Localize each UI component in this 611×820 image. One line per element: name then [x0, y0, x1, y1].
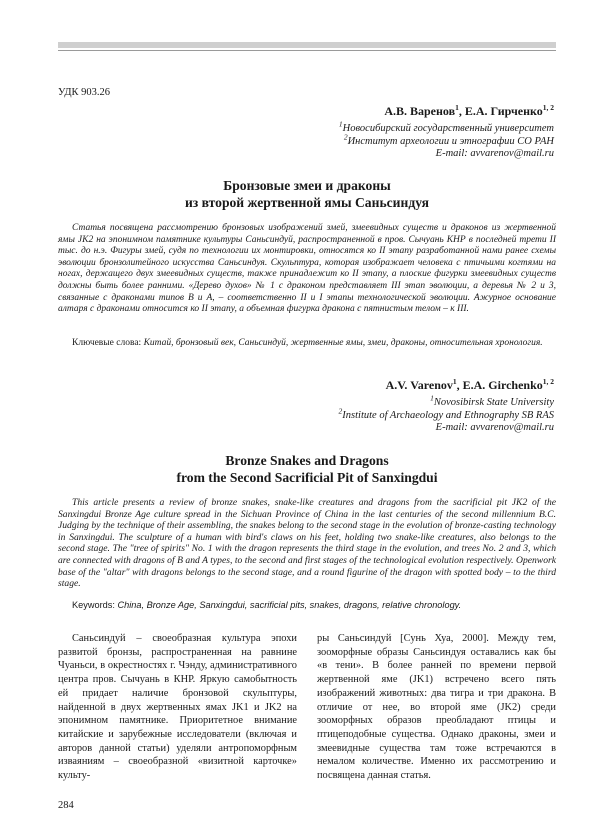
- header-rule-thin: [58, 50, 556, 51]
- author-varenov-ru: А.В. Варенов: [384, 104, 456, 118]
- title-line: from the Second Sacrificial Pit of Sanxingdui: [176, 470, 438, 485]
- title-ru: [58, 177, 556, 211]
- keywords-text: Китай, бронзовый век, Саньсиндуй, жертвенные ямы, змеи, драконы, относительная хронология.: [143, 338, 543, 348]
- abstract-en: This article presents a review of bronze snakes, snake-like creatures and dragons from the sacrificial pit JK2 of the Sanxingdui Bronze Age culture spread in the Sichuan Province of China in the last centuries of the second millennium B.C. Judging by the technique of their assembling, the snakes belong to the second stage in the evolution of bronze-casting technology in Sanxingdui. The sculpture of a human with bird's claws on his feet, holding two snake-like creatures, also belongs to the second stage. The "tree of spirits" No. 1 with the dragon represents the third stage in the evolution, and trees No. 2 and 3, which are connected with dragons of B and A types, to the second and first stages of the technological evolution respectively. Openwork base of the "altar" with dragons belongs to the second stage, and a round figurine of the dragon with spotted body – to the third stage.: [58, 497, 556, 590]
- authors-ru: [384, 104, 554, 119]
- affiliation-line: $^1$Новосибирский государственный университет: [338, 119, 554, 134]
- author-sup: 1, 2: [542, 377, 554, 386]
- affiliation-line: $^2$Институт археологии и этнографии СО РАН: [343, 132, 554, 147]
- author-girchenko-en: , E.A. Girchenko: [456, 378, 543, 392]
- header-rule-thick: [58, 42, 556, 48]
- author-girchenko-ru: , Е.А. Гирченко: [458, 104, 543, 118]
- page-number: 284: [58, 800, 74, 811]
- affiliation-line: $^2$Institute of Archaeology and Ethnography SB RAS: [338, 406, 554, 421]
- title-line: Bronze Snakes and Dragons: [225, 453, 389, 468]
- abstract-ru: Статья посвящена рассмотрению бронзовых изображений змей, змеевидных существ и драконов из жертвенной ямы JK2 на эпонимном памятнике культуры Саньсиндуй, распространенной в пров. Сычуань КНР в последней трети II тыс. до н.э. Фигуры змей, судя по технологии их монтировки, относятся ко II этапу разработанной нами ранее схемы эволюции бронзолитейного искусства Саньсиндуя. Скульптура, которая изображает человека с птичьими когтями на ногах, держащего двух змеевидных существ, также принадлежит ко II этапу, а плоские фигурки змеевидных существ должны быть более ранними. «Дерево духов» № 1 с драконом представляет III этап эволюции, а деревья № 2 и 3, связанные с драконами типов B и A, – соответственно II и I этапы технологической эволюции. Ажурное основание алтаря с драконами относится ко II этапу, а объемная фигурка дракона с пятнистым телом – к III.: [58, 223, 556, 315]
- author-varenov-en: A.V. Varenov: [385, 378, 453, 392]
- keywords-en: [58, 600, 556, 612]
- affiliations-en: [338, 393, 554, 435]
- body-column-right: ры Саньсиндуй [Сунь Хуа, 2000]. Между тем, зооморфные образы Саньсиндуя оставались как бы «в тени». В более ранней по времени первой жертвенной яме (JK1) встречено всего пять изображений животных: два тигра и три дракона. В отличие от нее, во второй яме (JK2) среди зооморфных образов преобладают птицы и птицеподобные существа. Однако драконы, змеи и змеевидные существа там тоже встречаются в немалом количестве. Именно их рассмотрению и посвящена данная статья.: [317, 633, 556, 782]
- title-line: Бронзовые змеи и драконы: [223, 178, 391, 193]
- affiliations-ru: [338, 119, 554, 161]
- keywords-ru: [58, 338, 556, 350]
- author-sup: 1: [455, 103, 459, 112]
- author-sup: 1, 2: [542, 103, 554, 112]
- author-sup: 1: [452, 377, 457, 386]
- keywords-text: China, Bronze Age, Sanxingdui, sacrificial pits, snakes, dragons, relative chronology.: [117, 600, 462, 610]
- email-line: E-mail: avvarenov@mail.ru: [435, 148, 554, 159]
- keywords-label: Ключевые слова:: [72, 338, 144, 348]
- affiliation-line: $^1$Novosibirsk State University: [430, 393, 554, 408]
- title-en: [58, 452, 556, 486]
- authors-en: [386, 378, 554, 393]
- keywords-label: Keywords:: [72, 600, 118, 610]
- body-column-left: Саньсиндуй – своеобразная культура эпохи развитой бронзы, распространенная на равнине Чуаньси, в окрестностях г. Чэнду, административного центра пров. Сычуань в КНР. Яркую самобытность ей придает наличие бронзовой скульптуры, найденной в двух жертвенных ямах JK1 и JK2 на эпонимном памятнике. Приоритетное внимание китайские и зарубежные исследователи (включая и авторов данной статьи) уделяли антропоморфным изваяниям – своеобразной «визитной карточке» культу-: [58, 633, 297, 782]
- email-line: E-mail: avvarenov@mail.ru: [435, 422, 554, 433]
- udk-code: УДК 903.26: [58, 87, 111, 98]
- title-line: из второй жертвенной ямы Саньсиндуя: [184, 195, 430, 210]
